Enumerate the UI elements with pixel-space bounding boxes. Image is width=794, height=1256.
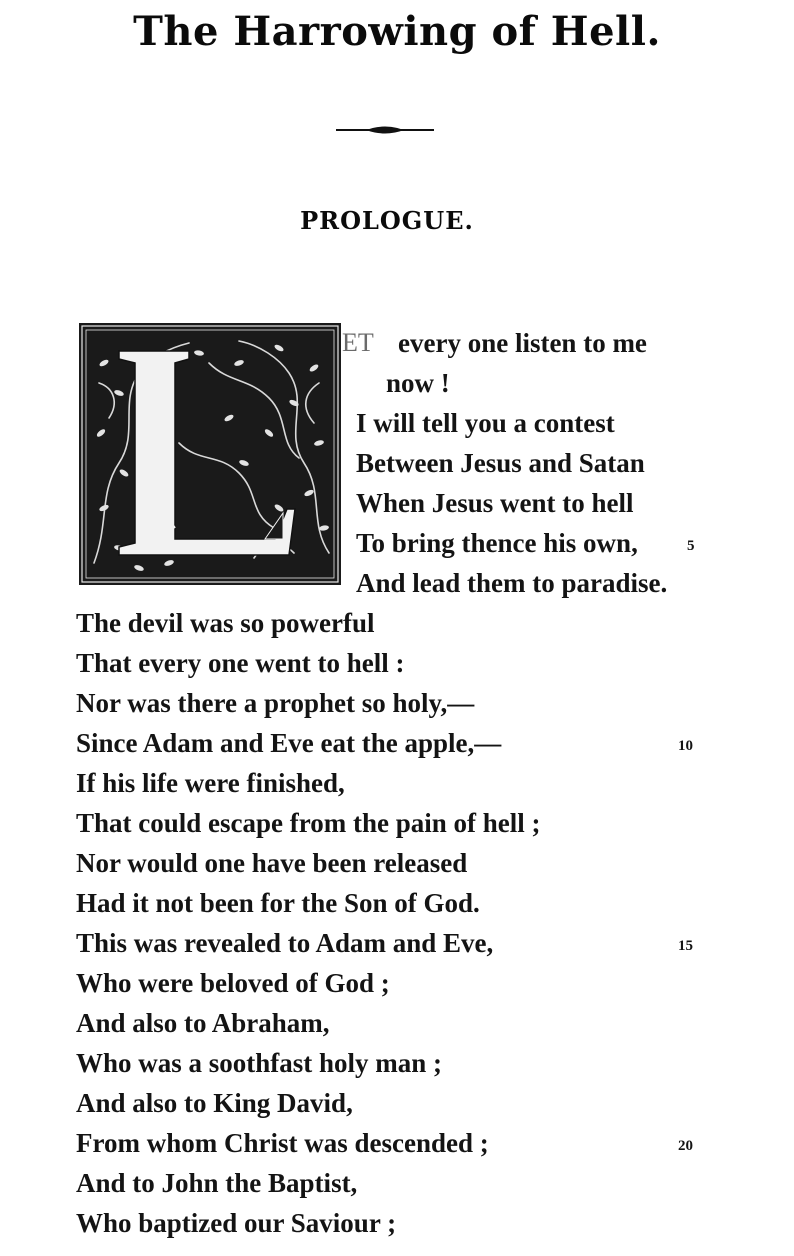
opening-line: And lead them to paradise.: [356, 568, 668, 598]
opening-line: To bring thence his own,: [356, 528, 638, 558]
verse-line: And to John the Baptist,: [76, 1168, 358, 1198]
line-number: 5: [687, 538, 695, 554]
verse-line: Who baptized our Saviour ;: [76, 1208, 397, 1238]
verse-line: Who was a soothfast holy man ;: [76, 1048, 443, 1078]
line-number: 15: [678, 938, 693, 954]
verse-line: Nor was there a prophet so holy,—: [76, 688, 475, 718]
opening-line: I will tell you a contest: [356, 408, 615, 438]
verse-line: This was revealed to Adam and Eve,: [76, 928, 494, 958]
opening-line: Between Jesus and Satan: [356, 448, 645, 478]
verse-line: Had it not been for the Son of God.: [76, 888, 480, 918]
verse-line: From whom Christ was descended ;: [76, 1128, 489, 1158]
verse-line: That every one went to hell :: [76, 648, 405, 678]
drop-cap-illumination: [79, 323, 341, 585]
page-title: The Harrowing of Hell.: [133, 8, 661, 55]
opening-line: When Jesus went to hell: [356, 488, 634, 518]
first-line-tail: ET: [342, 328, 374, 357]
verse-line: Nor would one have been released: [76, 848, 468, 878]
verse-line: If his life were finished,: [76, 768, 345, 798]
line-number: 10: [678, 738, 693, 754]
verse-line: And also to King David,: [76, 1088, 353, 1118]
verse-line: And also to Abraham,: [76, 1008, 330, 1038]
verse-line: Since Adam and Eve eat the apple,—: [76, 728, 502, 758]
section-heading: PROLOGUE.: [300, 206, 474, 235]
opening-line: every one listen to me: [398, 328, 647, 358]
verse-line: The devil was so powerful: [76, 608, 375, 638]
divider-ornament: [336, 122, 434, 138]
verse-line: Who were beloved of God ;: [76, 968, 390, 998]
opening-line: now !: [386, 368, 450, 398]
verse-line: That could escape from the pain of hell ;: [76, 808, 541, 838]
line-number: 20: [678, 1138, 693, 1154]
